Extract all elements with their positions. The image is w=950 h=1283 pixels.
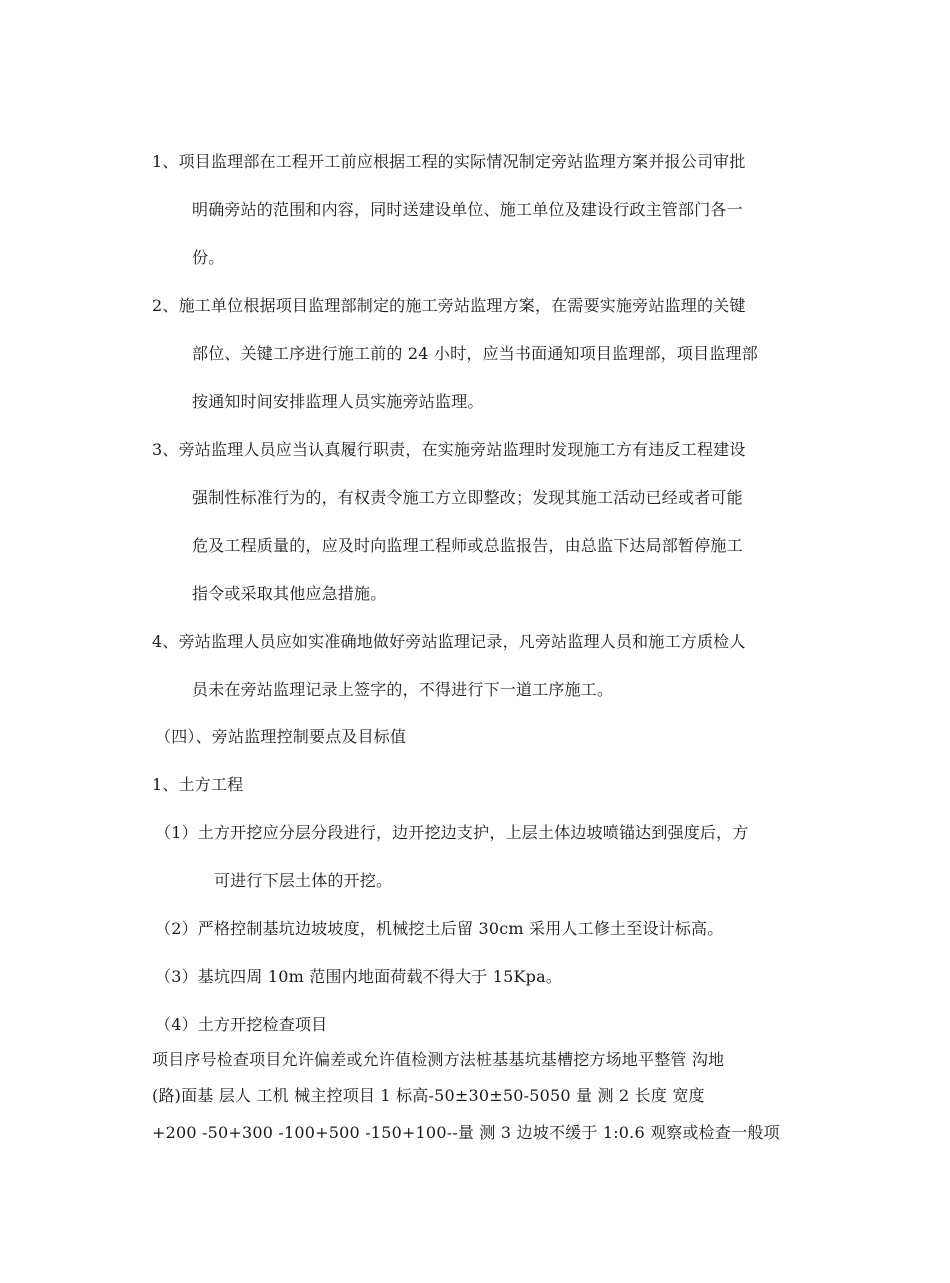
- item-2: （2）严格控制基坑边坡坡度，机械挖土后留 30cm 采用人工修土至设计标高。: [155, 919, 724, 938]
- item-1-line-1: （1）土方开挖应分层分段进行，边开挖边支护，上层土体边坡喷锚达到强度后，方: [155, 823, 749, 842]
- subsection-heading: 1、土方工程: [152, 775, 244, 794]
- paragraph-3-line-3: 危及工程质量的，应及时向监理工程师或总监报告，由总监下达局部暂停施工: [192, 536, 743, 555]
- paragraph-4-line-2: 员未在旁站监理记录上签字的，不得进行下一道工序施工。: [192, 680, 614, 699]
- table-text-line-1: 项目序号检查项目允许偏差或允许值检测方法桩基基坑基槽挖方场地平整管 沟地: [152, 1050, 725, 1069]
- paragraph-4-line-1: 4、旁站监理人员应如实准确地做好旁站监理记录，凡旁站监理人员和施工方质检人: [152, 632, 746, 651]
- paragraph-3-line-1: 3、旁站监理人员应当认真履行职责，在实施旁站监理时发现施工方有违反工程建设: [152, 440, 746, 459]
- paragraph-1-line-2: 明确旁站的范围和内容，同时送建设单位、施工单位及建设行政主管部门各一: [192, 200, 743, 219]
- paragraph-1-line-1: 1、项目监理部在工程开工前应根据工程的实际情况制定旁站监理方案并报公司审批: [152, 152, 746, 171]
- paragraph-3-line-4: 指令或采取其他应急措施。: [192, 584, 387, 603]
- paragraph-2-line-2: 部位、关键工序进行施工前的 24 小时，应当书面通知项目监理部，项目监理部: [192, 344, 758, 363]
- table-text-line-3: +200 -50+300 -100+500 -150+100--量 测 3 边坡不缓于 1:0.6 观察或检查一般项: [152, 1123, 780, 1142]
- paragraph-2-line-3: 按通知时间安排监理人员实施旁站监理。: [192, 392, 484, 411]
- item-4: （4）土方开挖检查项目: [155, 1015, 328, 1034]
- paragraph-3-line-2: 强制性标准行为的，有权责令施工方立即整改；发现其施工活动已经或者可能: [192, 488, 743, 507]
- section-heading: （四）、旁站监理控制要点及目标值: [155, 727, 407, 746]
- paragraph-1-line-3: 份。: [192, 248, 225, 267]
- table-text-line-2: (路)面基 层人 工机 械主控项目 1 标高-50±30±50-5050 量 测 2 长度 宽度: [152, 1086, 705, 1105]
- item-1-line-2: 可进行下层土体的开挖。: [214, 871, 393, 890]
- paragraph-2-line-1: 2、施工单位根据项目监理部制定的施工旁站监理方案，在需要实施旁站监理的关键: [152, 296, 746, 315]
- item-3: （3）基坑四周 10m 范围内地面荷载不得大于 15Kpa。: [155, 967, 563, 986]
